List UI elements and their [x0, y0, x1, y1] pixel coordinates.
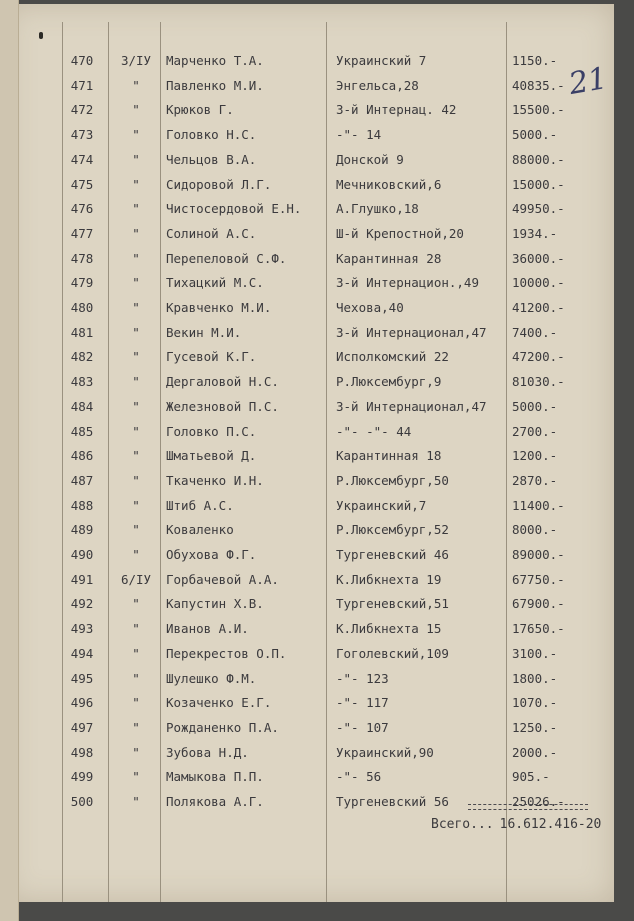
- entry-number: 492: [70, 596, 94, 612]
- entry-address: 3-й Интернацион.,49: [336, 275, 479, 291]
- entry-number: 497: [70, 719, 94, 735]
- total-underline: [468, 804, 588, 810]
- entry-amount: 5000.-: [512, 398, 558, 414]
- entry-date: ": [132, 250, 140, 266]
- entry-amount: 36000.-: [512, 250, 565, 266]
- entry-name: Гусевой К.Г.: [166, 349, 257, 365]
- entry-amount: 41200.-: [512, 300, 565, 315]
- entry-name: Солиной А.С.: [166, 225, 257, 241]
- entry-number: 475: [70, 176, 94, 192]
- entry-name: Тихацкий М.С.: [166, 275, 264, 291]
- entry-name: Чельцов В.А.: [166, 151, 257, 167]
- entry-number: 487: [70, 472, 94, 488]
- entry-date: ": [132, 547, 140, 562]
- entry-number: 470: [70, 53, 94, 68]
- entry-number: 499: [70, 769, 94, 785]
- entry-address: Украинский 7: [336, 53, 427, 68]
- entry-amount: 89000.-: [512, 547, 565, 562]
- entry-amount: 49950.-: [512, 201, 565, 217]
- entry-date: ": [132, 102, 140, 118]
- table-row: [6, 717, 614, 739]
- entry-name: Коваленко: [166, 522, 234, 538]
- table-row: [6, 692, 614, 714]
- entry-name: Крюков Г.: [166, 102, 234, 118]
- entry-name: Головко Н.С.: [166, 127, 257, 143]
- entry-number: 485: [70, 423, 94, 439]
- entry-address: -"- 107: [336, 719, 389, 735]
- entry-number: 472: [70, 102, 94, 118]
- entry-name: Перепеловой С.Ф.: [166, 250, 287, 266]
- entry-name: Мамыкова П.П.: [166, 769, 264, 785]
- entry-address: Исполкомский 22: [336, 349, 449, 365]
- entry-address: -"- 123: [336, 670, 389, 686]
- entry-address: -"- 117: [336, 695, 389, 711]
- entry-address: Донской 9: [336, 151, 404, 167]
- entry-name: Железновой П.С.: [166, 398, 279, 414]
- entry-number: 500: [70, 794, 94, 809]
- entry-number: 491: [70, 571, 94, 587]
- entry-date: ": [132, 596, 140, 612]
- entry-date: ": [132, 522, 140, 538]
- total-label: Всего...: [431, 817, 494, 832]
- table-row: [6, 75, 614, 97]
- entry-date: ": [132, 621, 140, 637]
- table-row: [6, 519, 614, 541]
- entry-name: Марченко Т.А.: [166, 53, 264, 68]
- table-row: [6, 445, 614, 467]
- entry-number: 480: [70, 300, 94, 315]
- entry-amount: 8000.-: [512, 522, 558, 538]
- table-row: [6, 124, 614, 146]
- entry-date: 6/IУ: [120, 571, 152, 587]
- entry-address: Тургеневский 46: [336, 547, 449, 562]
- entry-amount: 1250.-: [512, 719, 558, 735]
- entry-name: Горбачевой А.А.: [166, 571, 279, 587]
- entry-amount: 7400.-: [512, 324, 558, 340]
- entry-address: Украинский,7: [336, 497, 427, 513]
- entry-number: 496: [70, 695, 94, 711]
- entry-name: Чистосердовой Е.Н.: [166, 201, 302, 217]
- table-row: [6, 322, 614, 344]
- entry-name: Штиб А.С.: [166, 497, 234, 513]
- entry-name: Зубова Н.Д.: [166, 744, 249, 760]
- entry-amount: 40835.-: [512, 77, 565, 93]
- entry-date: ": [132, 719, 140, 735]
- entry-address: Украинский,90: [336, 744, 434, 760]
- total-value: 16.612.416-20: [499, 817, 602, 832]
- entry-number: 493: [70, 621, 94, 637]
- entry-number: 489: [70, 522, 94, 538]
- table-row: [6, 50, 614, 72]
- table-row: [6, 149, 614, 171]
- entry-date: ": [132, 77, 140, 93]
- entry-address: К.Либкнехта 19: [336, 571, 442, 587]
- entry-amount: 15000.-: [512, 176, 565, 192]
- entry-date: ": [132, 448, 140, 464]
- entry-number: 474: [70, 151, 94, 167]
- entry-name: Иванов А.И.: [166, 621, 249, 637]
- table-row: [6, 618, 614, 640]
- entry-amount: 1800.-: [512, 670, 558, 686]
- entry-number: 476: [70, 201, 94, 217]
- entry-date: ": [132, 423, 140, 439]
- entry-date: ": [132, 225, 140, 241]
- entry-date: ": [132, 695, 140, 711]
- entry-date: ": [132, 349, 140, 365]
- entry-name: Рожданенко П.А.: [166, 719, 279, 735]
- entry-address: Гоголевский,109: [336, 645, 449, 661]
- entry-address: Мечниковский,6: [336, 176, 442, 192]
- entry-address: 3-й Интернационал,47: [336, 324, 487, 340]
- entry-name: Капустин Х.В.: [166, 596, 264, 612]
- entry-address: Тургеневский 56: [336, 794, 449, 809]
- table-row: [6, 396, 614, 418]
- entry-amount: 10000.-: [512, 275, 565, 291]
- entry-amount: 1150.-: [512, 53, 558, 68]
- entry-number: 477: [70, 225, 94, 241]
- entry-amount: 1070.-: [512, 695, 558, 711]
- table-row: [6, 569, 614, 591]
- entry-address: А.Глушко,18: [336, 201, 419, 217]
- entry-number: 471: [70, 77, 94, 93]
- entry-number: 484: [70, 398, 94, 414]
- table-row: [6, 297, 614, 319]
- entry-address: 3-й Интернационал,47: [336, 398, 487, 414]
- entry-address: -"- 14: [336, 127, 382, 143]
- entry-address: Р.Люксембург,52: [336, 522, 449, 538]
- entry-name: Кравченко М.И.: [166, 300, 272, 315]
- entry-name: Ткаченко И.Н.: [166, 472, 264, 488]
- entry-name: Дергаловой Н.С.: [166, 374, 279, 390]
- entry-amount: 1934.-: [512, 225, 558, 241]
- table-row: [6, 174, 614, 196]
- entry-address: Энгельса,28: [336, 77, 419, 93]
- total-line: [431, 817, 607, 832]
- entry-date: ": [132, 794, 140, 809]
- entry-date: ": [132, 151, 140, 167]
- entry-name: Головко П.С.: [166, 423, 257, 439]
- entry-date: ": [132, 127, 140, 143]
- table-row: [6, 223, 614, 245]
- entry-number: 495: [70, 670, 94, 686]
- entry-amount: 81030.-: [512, 374, 565, 390]
- entry-address: Р.Люксембург,50: [336, 472, 449, 488]
- entry-date: ": [132, 472, 140, 488]
- entry-amount: 905.-: [512, 769, 550, 785]
- table-row: [6, 544, 614, 566]
- table-row: [6, 346, 614, 368]
- entry-amount: 3100.-: [512, 645, 558, 661]
- entry-number: 478: [70, 250, 94, 266]
- entry-name: Сидоровой Л.Г.: [166, 176, 272, 192]
- entry-name: Шулешко Ф.М.: [166, 670, 257, 686]
- entry-amount: 17650.-: [512, 621, 565, 637]
- table-row: [6, 248, 614, 270]
- entry-address: Р.Люксембург,9: [336, 374, 442, 390]
- entry-date: 3/IУ: [120, 53, 152, 68]
- entry-number: 494: [70, 645, 94, 661]
- entry-number: 479: [70, 275, 94, 291]
- entry-amount: 11400.-: [512, 497, 565, 513]
- entry-amount: 2000.-: [512, 744, 558, 760]
- entry-name: Перекрестов О.П.: [166, 645, 287, 661]
- entry-date: ": [132, 324, 140, 340]
- entry-date: ": [132, 497, 140, 513]
- entry-amount: 67750.-: [512, 571, 565, 587]
- entry-date: ": [132, 769, 140, 785]
- table-row: [6, 495, 614, 517]
- entry-amount: 47200.-: [512, 349, 565, 365]
- entry-date: ": [132, 744, 140, 760]
- entry-address: К.Либкнехта 15: [336, 621, 442, 637]
- table-row: [6, 668, 614, 690]
- entry-name: Козаченко Е.Г.: [166, 695, 272, 711]
- entry-number: 498: [70, 744, 94, 760]
- entry-date: ": [132, 176, 140, 192]
- entry-number: 481: [70, 324, 94, 340]
- entry-date: ": [132, 374, 140, 390]
- entry-number: 486: [70, 448, 94, 464]
- entry-number: 473: [70, 127, 94, 143]
- table-row: [6, 99, 614, 121]
- page-number: 21: [566, 60, 610, 103]
- entry-date: ": [132, 645, 140, 661]
- entry-name: Векин М.И.: [166, 324, 242, 340]
- entry-amount: 5000.-: [512, 127, 558, 143]
- entry-date: ": [132, 670, 140, 686]
- adjacent-page-edge: [0, 0, 19, 921]
- entry-amount: 1200.-: [512, 448, 558, 464]
- entry-number: 482: [70, 349, 94, 365]
- entry-amount: 2700.-: [512, 423, 558, 439]
- entry-amount: 88000.-: [512, 151, 565, 167]
- entry-amount: 15500.-: [512, 102, 565, 118]
- table-row: [6, 272, 614, 294]
- entry-address: Карантинная 28: [336, 250, 442, 266]
- table-row: [6, 742, 614, 764]
- entry-address: Чехова,40: [336, 300, 404, 315]
- table-row: [6, 421, 614, 443]
- entry-name: Полякова А.Г.: [166, 794, 264, 809]
- entry-name: Обухова Ф.Г.: [166, 547, 257, 562]
- table-row: [6, 643, 614, 665]
- table-row: [6, 593, 614, 615]
- entry-address: 3-й Интернац. 42: [336, 102, 457, 118]
- entry-address: -"- 56: [336, 769, 382, 785]
- entry-date: ": [132, 300, 140, 315]
- entry-number: 490: [70, 547, 94, 562]
- table-row: [6, 470, 614, 492]
- entry-address: Ш-й Крепостной,20: [336, 225, 464, 241]
- entry-date: ": [132, 201, 140, 217]
- entry-name: Шматьевой Д.: [166, 448, 257, 464]
- entry-number: 488: [70, 497, 94, 513]
- entry-date: ": [132, 275, 140, 291]
- entry-amount: 2870.-: [512, 472, 558, 488]
- entry-date: ": [132, 398, 140, 414]
- table-row: [6, 371, 614, 393]
- entry-number: 483: [70, 374, 94, 390]
- entry-address: Тургеневский,51: [336, 596, 449, 612]
- entry-address: -"- -"- 44: [336, 423, 412, 439]
- entry-amount: 67900.-: [512, 596, 565, 612]
- ledger-table: [6, 4, 614, 902]
- entry-name: Павленко М.И.: [166, 77, 264, 93]
- table-row: [6, 766, 614, 788]
- document-sheet: [6, 4, 614, 902]
- entry-amount: 25026.-: [512, 794, 565, 809]
- entry-address: Карантинная 18: [336, 448, 442, 464]
- table-row: [6, 198, 614, 220]
